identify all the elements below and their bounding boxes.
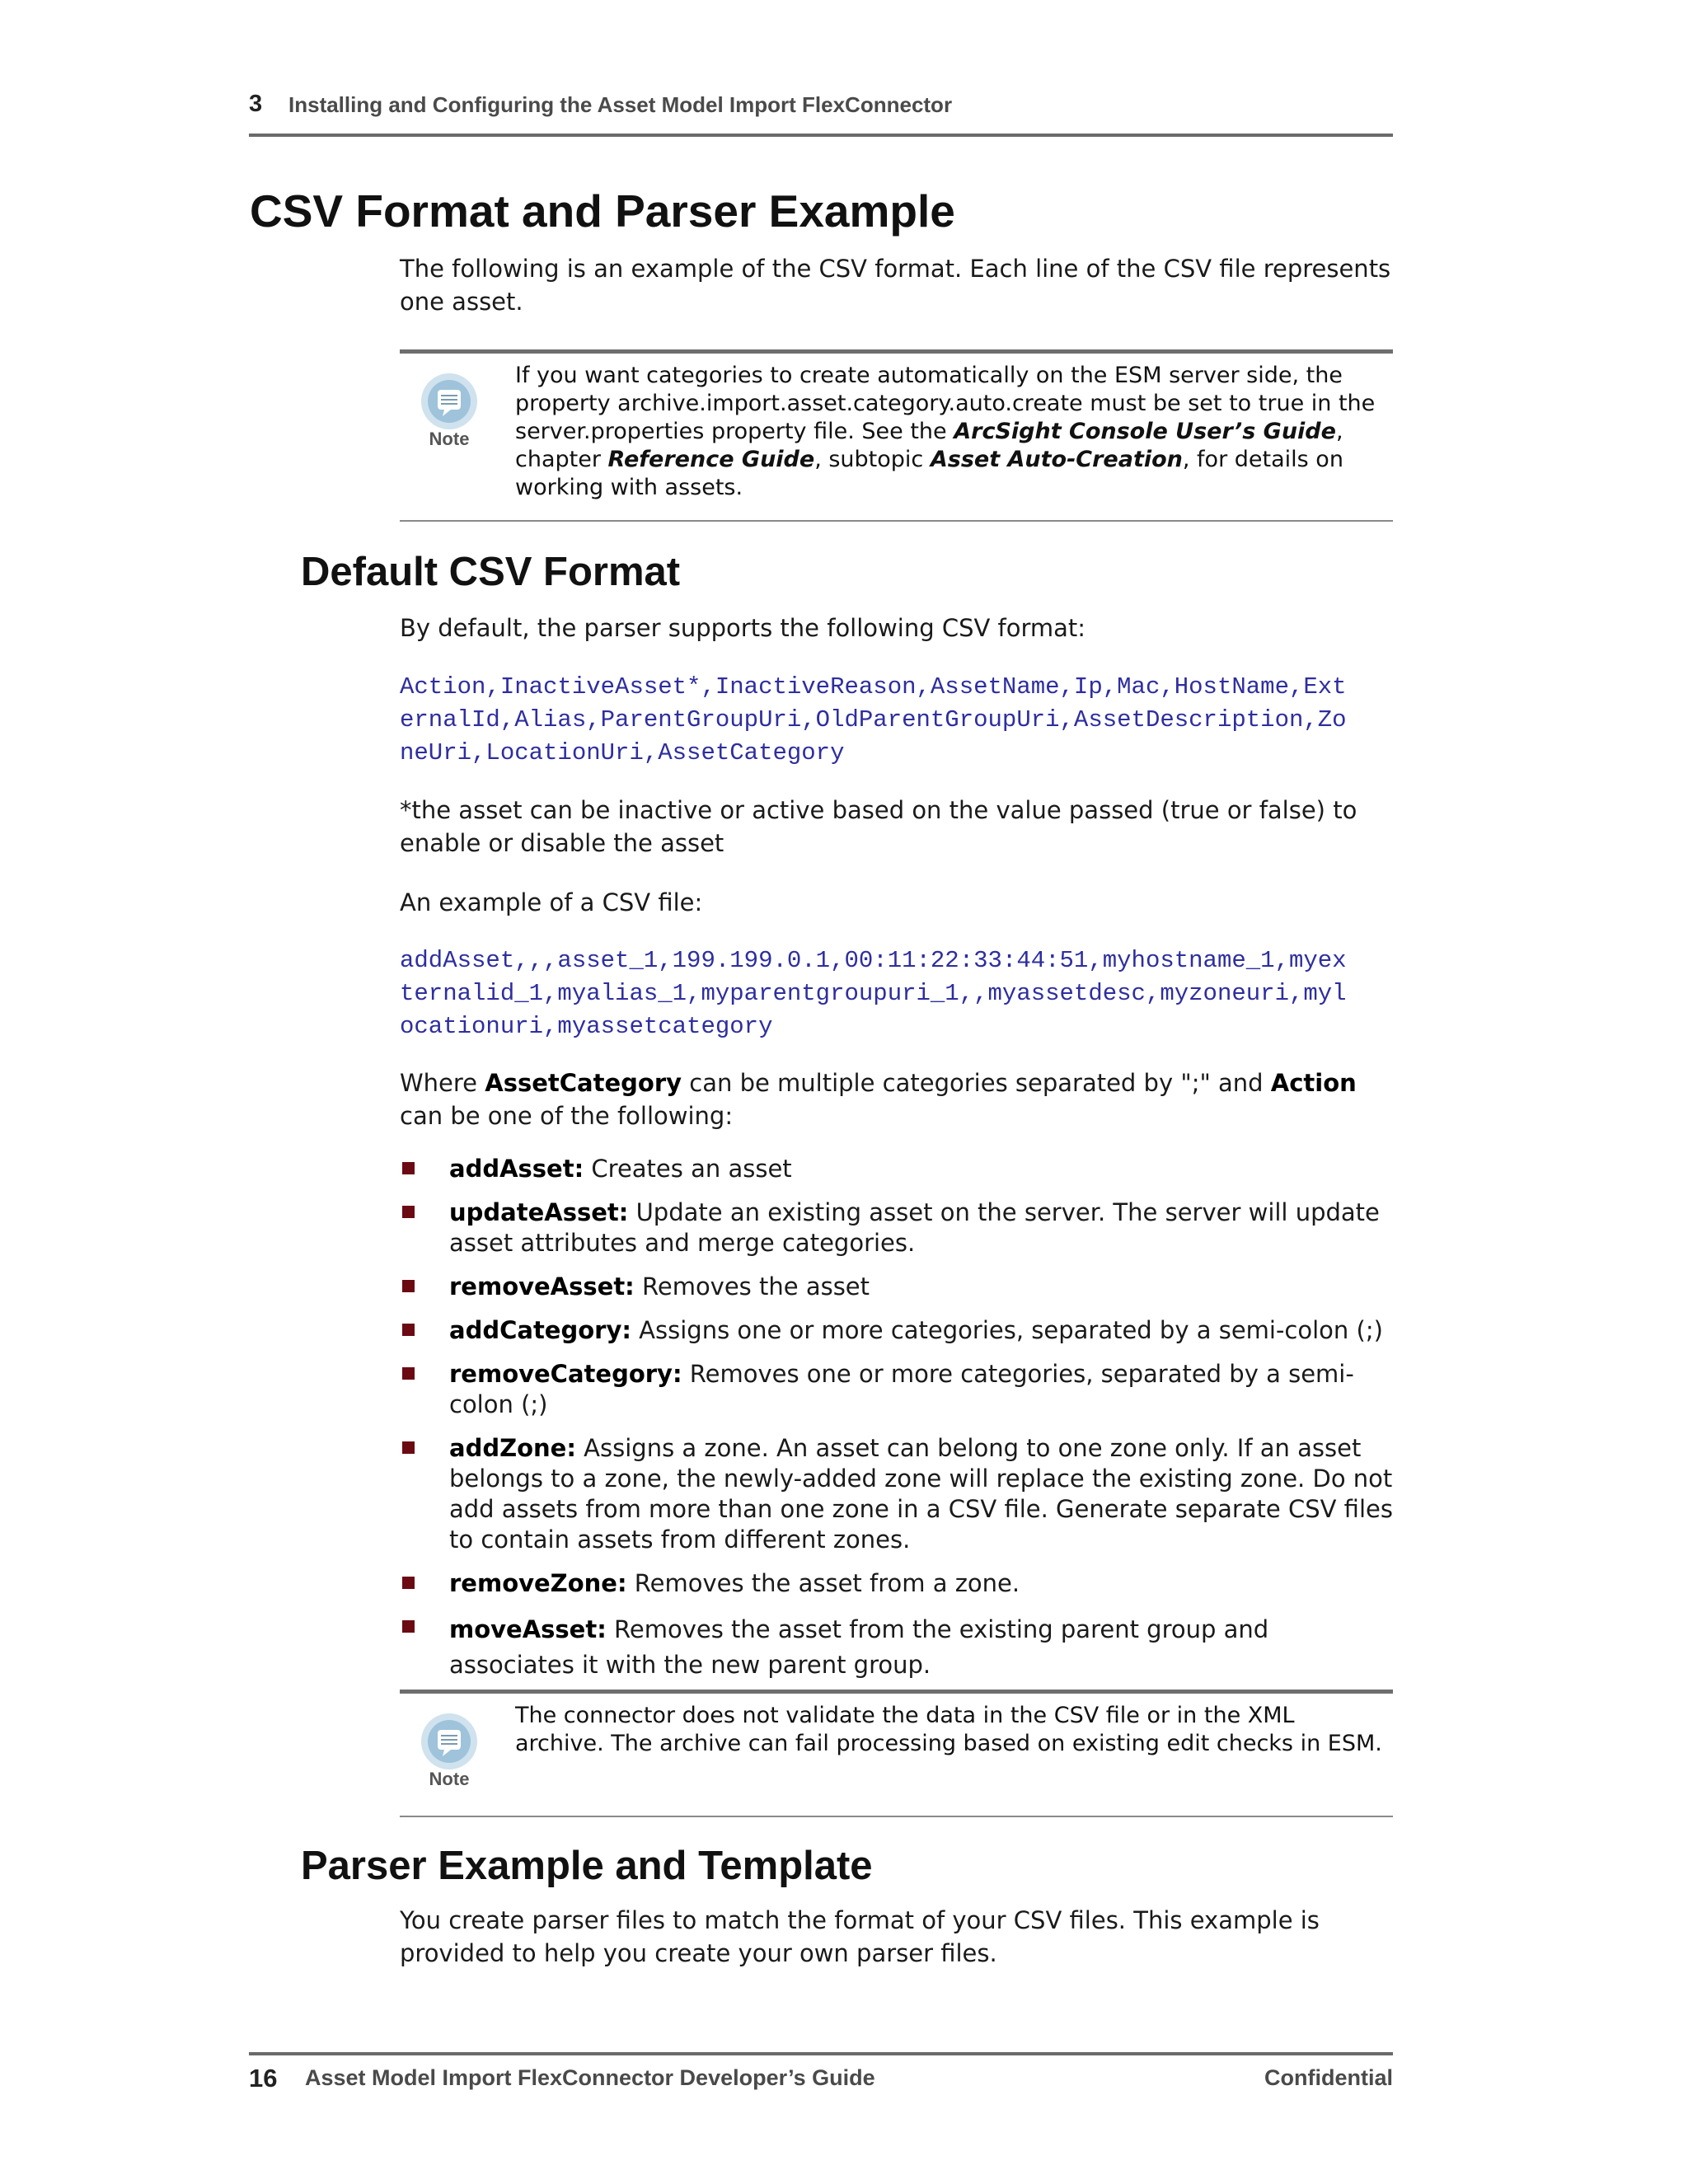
code-line: ocationuri,myassetcategory: [400, 1013, 773, 1040]
action-description: Assigns one or more categories, separated by a semi-colon (;): [631, 1316, 1383, 1344]
console-guide-ref: ArcSight Console User’s Guide: [954, 419, 1336, 444]
bullet-square-icon: [402, 1206, 415, 1218]
list-item-remove-zone: [400, 1568, 1397, 1599]
bullet-square-icon: [402, 1324, 415, 1336]
action-description: Update an existing asset on the server. The server will update asset attributes and merge categories.: [449, 1198, 1380, 1257]
code-line: Action,InactiveAsset*,InactiveReason,AssetName,Ip,Mac,HostName,Ext: [400, 673, 1347, 701]
note-text-part: , subtopic: [814, 447, 931, 472]
note-label: Note: [429, 1769, 470, 1788]
list-item-add-asset: [400, 1154, 1397, 1184]
parser-heading: Parser Example and Template: [301, 1844, 873, 1888]
where-text: can be multiple categories separated by ";" and: [682, 1069, 1271, 1097]
note-box-auto-create: [400, 349, 1393, 522]
chapter-number: 3: [249, 91, 263, 117]
note-icon: [415, 1710, 485, 1788]
note-text: The connector does not validate the data in the CSV file or in the XML archive. The archive can fail processing based on existing edit checks in ESM.: [515, 1703, 1382, 1756]
note-label: Note: [429, 429, 470, 448]
bullet-square-icon: [402, 1577, 415, 1589]
page-number: 16: [249, 2064, 278, 2093]
code-line: addAsset,,,asset_1,199.199.0.1,00:11:22:33:44:51,myhostname_1,myex: [400, 947, 1347, 974]
parser-intro: You create parser files to match the format of your CSV files. This example is provided to help you create your own parser files.: [400, 1906, 1320, 1967]
where-paragraph: [400, 1066, 1397, 1132]
list-item-update-asset: [400, 1197, 1397, 1258]
action-name: removeZone:: [449, 1569, 627, 1597]
action-name: addZone:: [449, 1434, 576, 1462]
bullet-square-icon: [402, 1620, 415, 1633]
chapter-title: Installing and Configuring the Asset Model Import FlexConnector: [288, 92, 953, 117]
note-icon: [415, 370, 485, 448]
bullet-square-icon: [402, 1441, 415, 1454]
action-name: addAsset:: [449, 1155, 584, 1183]
csv-format-code: [400, 671, 1397, 770]
list-item-add-zone: [400, 1433, 1397, 1555]
note-text: [515, 362, 1389, 502]
bullet-square-icon: [402, 1162, 415, 1174]
bullet-square-icon: [402, 1280, 415, 1292]
inactive-note: *the asset can be inactive or active based on the value passed (true or false) to enable or disable the asset: [400, 796, 1357, 857]
document-title: Asset Model Import FlexConnector Developer’s Guide: [305, 2065, 875, 2090]
action-name: updateAsset:: [449, 1198, 629, 1226]
running-footer: [249, 2052, 1393, 2097]
csv-example-code: [400, 944, 1397, 1043]
action-description: Removes the asset: [634, 1272, 870, 1301]
auto-creation-ref: Asset Auto-Creation: [930, 447, 1183, 472]
action-name: removeAsset:: [449, 1272, 635, 1301]
example-intro: An example of a CSV file:: [400, 888, 703, 916]
list-item-add-category: [400, 1315, 1397, 1346]
note-box-validation: [400, 1690, 1393, 1817]
list-item-move-asset: [400, 1612, 1397, 1683]
action-description: Creates an asset: [584, 1155, 792, 1183]
action-name: removeCategory:: [449, 1360, 682, 1388]
actions-list: [400, 1154, 1397, 1696]
default-csv-heading: Default CSV Format: [301, 550, 681, 594]
intro-paragraph: The following is an example of the CSV format. Each line of the CSV file represents one asset.: [400, 255, 1391, 316]
note-text-part: , for details on working with assets.: [515, 447, 1343, 500]
action-name: addCategory:: [449, 1316, 631, 1344]
section-title: CSV Format and Parser Example: [250, 185, 955, 237]
code-line: ernalId,Alias,ParentGroupUri,OldParentGroupUri,AssetDescription,Zo: [400, 706, 1347, 733]
note-text-part: , chapter: [515, 419, 1343, 472]
action-description: Removes the asset from a zone.: [626, 1569, 1020, 1597]
action-description: Removes the asset from the existing parent group and associates it with the new parent group.: [449, 1615, 1269, 1679]
reference-guide-ref: Reference Guide: [607, 447, 815, 472]
default-intro: By default, the parser supports the following CSV format:: [400, 614, 1086, 642]
where-text: can be one of the following:: [400, 1102, 734, 1130]
action-keyword: Action: [1270, 1069, 1357, 1097]
list-item-remove-category: [400, 1359, 1397, 1420]
code-line: neUri,LocationUri,AssetCategory: [400, 739, 845, 766]
where-text: Where: [400, 1069, 485, 1097]
confidential-label: Confidential: [1264, 2065, 1393, 2090]
running-header: [249, 91, 1393, 137]
bullet-square-icon: [402, 1367, 415, 1380]
note-text-part: If you want categories to create automatically on the ESM server side, the property archive.import.asset.category.auto.create must be set to true in the server.properties property file. See the: [515, 363, 1376, 444]
asset-category-keyword: AssetCategory: [485, 1069, 682, 1097]
code-line: ternalid_1,myalias_1,myparentgroupuri_1,,myassetdesc,myzoneuri,myl: [400, 980, 1347, 1007]
list-item-remove-asset: [400, 1272, 1397, 1302]
action-description: Assigns a zone. An asset can belong to one zone only. If an asset belongs to a zone, the newly-added zone will replace the existing zone. Do not add assets from more than one zone in a CSV file. Generate separate CSV files to contain assets from different zones.: [449, 1434, 1393, 1554]
action-name: moveAsset:: [449, 1615, 607, 1643]
action-description: Removes one or more categories, separated by a semi-colon (;): [449, 1360, 1354, 1418]
